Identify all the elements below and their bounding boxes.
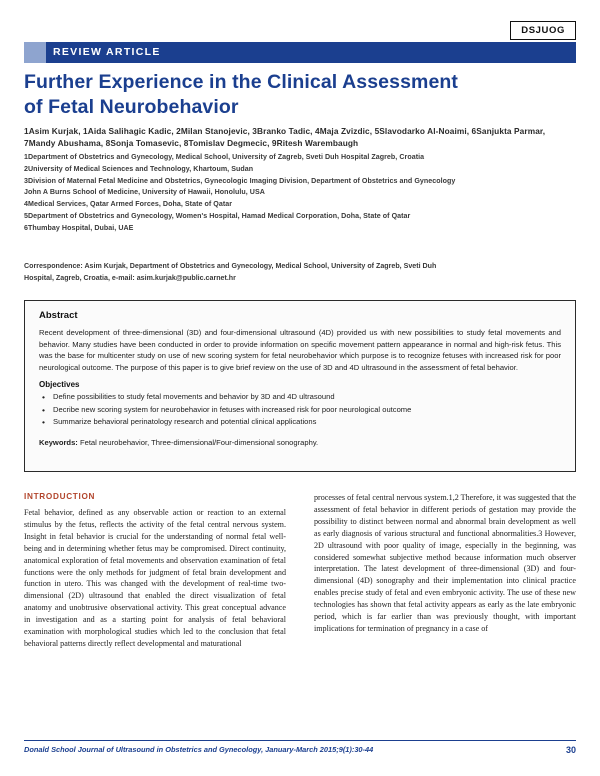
article-type-band [24, 42, 576, 63]
article-type-label: REVIEW ARTICLE [53, 46, 161, 58]
journal-badge: DSJUOG [510, 21, 576, 40]
abstract-box [24, 300, 576, 472]
title-line-2: of Fetal Neurobehavior [24, 96, 239, 118]
affiliation-item: 2University of Medical Sciences and Technology, Khartoum, Sudan [24, 164, 254, 173]
affiliation-item: 5Department of Obstetrics and Gynecology, Women's Hospital, Hamad Medical Corporation, Doha, State of Qatar [24, 211, 411, 220]
correspondence-line: Hospital, Zagreb, Croatia, e-mail: asim.kurjak@public.carnet.hr [24, 273, 236, 282]
correspondence-line: Correspondence: Asim Kurjak, Department of Obstetrics and Gynecology, Medical School, University of Zagreb, Sveti Duh [24, 262, 437, 270]
body-paragraph-right: processes of fetal central nervous system.1,2 Therefore, it was suggested that the assessment of fetal behavior in different periods of gestation may provide the possibility to distinct between normal and abnormal brain development as well as early diagnosis of various structural and functional abnormalities.3 However, 2D ultrasound with poor quality of image, especially in the beginning, was considered somewhat subjective method because information much observer interpretation. The latest development of three-dimensional (3D) and four-dimensional (4D) sonography and their implementation into clinical practice enables precise study of fetal and even embryonic activity. The use of these new technologies has shown that fetal activity appears as early as the late embryonic period, which is far earlier than was previously thought, with important implications for termination of pregnancy in a case of [314, 493, 576, 633]
objectives-list [39, 391, 561, 429]
body-columns [24, 492, 576, 724]
band-accent-block [24, 42, 46, 63]
footer [24, 745, 576, 754]
list-item: • Decribe new scoring system for neurobehavior in fetuses with increased risk for poor neurological outcome [51, 404, 561, 417]
affiliation-list [24, 152, 576, 235]
footer-divider [24, 740, 576, 741]
list-item: • Summarize behavioral perinatology research and potential clinical applications [51, 416, 561, 429]
abstract-heading: Abstract [39, 310, 78, 321]
keywords-label: Keywords: [39, 437, 78, 447]
affiliation-item: 4Medical Services, Qatar Armed Forces, Doha, State of Qatar [24, 200, 233, 209]
correspondence-block [24, 261, 576, 284]
keywords-row [39, 438, 561, 447]
page-title [24, 70, 569, 120]
objectives-heading: Objectives [39, 380, 80, 390]
affiliation-item: 3Division of Maternal Fetal Medicine and Obstetrics, Gynecologic Imaging Division, Department of Obstetrics and Gynecology [24, 176, 456, 185]
list-item: • Define possibilities to study fetal movements and behavior by 3D and 4D ultrasound [51, 391, 561, 404]
section-heading-introduction: INTRODUCTION [24, 492, 96, 501]
title-line-1: Further Experience in the Clinical Assessment [24, 71, 459, 93]
journal-badge-container [456, 20, 576, 40]
page-number: 30 [565, 745, 576, 755]
author-list: 1Asim Kurjak, 1Aida Salihagic Kadic, 2Milan Stanojevic, 3Branko Tadic, 4Maja Zvizdic, 5Slavodarko Al-Noaimi, 6Sanjukta Parmar, 7Mandy Abushama, 8Sonja Tomasevic, 8Tomislav Degmecic, 9Ritesh Warembaugh [24, 126, 546, 148]
body-column-left [24, 492, 286, 650]
body-column-right [314, 492, 576, 635]
affiliation-item: John A Burns School of Medicine, University of Hawaii, Honolulu, USA [24, 188, 265, 197]
body-paragraph-left: Fetal behavior, defined as any observable action or reaction to an external stimulus by the fetus, reflects the activity of the fetal central nervous system. Insight in fetal behavior is crucial for the understanding of normal fetal well-being and in determining whether fetus may be compromised. Direct continuity, anatomical exploration of fetal movements and observation examination of fetal functions were the only methods for judgment of fetal brain development and function in utero. This was changed with the development of real-time two-dimensional (2D) ultrasound that enabled the direct visualization of fetal anatomy and unobtrusive observational activity. This great conceptual advance in investigation and as a starting point for analysis of fetal behavioral examination with morphological studies which led to the conclusion that fetal behavioral patterns directly reflect developmental and maturational [24, 508, 286, 648]
keywords-value: Fetal neurobehavior, Three-dimensional/Four-dimensional sonography. [79, 437, 319, 447]
abstract-text: Recent development of three-dimensional (3D) and four-dimensional ultrasound (4D) provided us with new possibilities to study fetal movements and behavior. Many studies have been conducted in order to provide information on specific movement pattern appearance in normal and high-risk fetus. This was the base for multicenter study on use of new scoring system for fetal neurobehavior which purpose is to recognize fetuses with increased risk for poor neurological outcome. The purpose of this paper is to give brief review on the use of 3D and 4D ultrasound in the assessment of fetal behavior. [39, 328, 561, 372]
affiliation-item: 1Department of Obstetrics and Gynecology, Medical School, University of Zagreb, Sveti Duh Hospital Zagreb, Croatia [24, 153, 425, 161]
footer-citation: Donald School Journal of Ultrasound in Obstetrics and Gynecology, January-March 2015;9(1):30-44 [24, 745, 374, 754]
affiliation-item: 6Thumbay Hospital, Dubai, UAE [24, 223, 134, 232]
